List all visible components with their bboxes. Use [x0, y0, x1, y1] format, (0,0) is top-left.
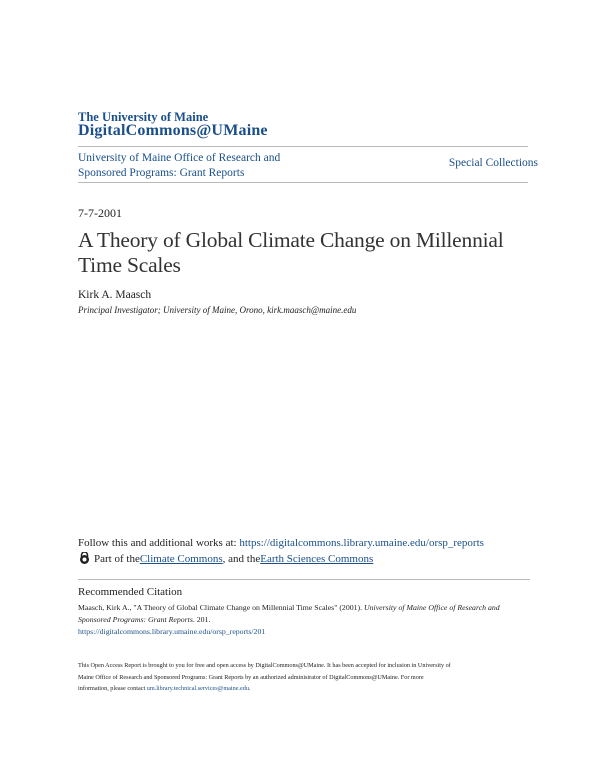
earth-sciences-commons-link[interactable]: Earth Sciences Commons [260, 552, 374, 565]
publication-date: 7-7-2001 [78, 206, 122, 220]
header-rule-top [78, 146, 528, 147]
citation-source-line2: Sponsored Programs: Grant Reports [78, 615, 193, 624]
citation-url-link[interactable]: https://digitalcommons.library.umaine.edu/orsp_reports/201 [78, 627, 266, 636]
parent-collection-line1: University of Maine Office of Research and [78, 152, 281, 164]
citation-rule [78, 579, 530, 580]
university-name: The University of Maine [78, 110, 209, 124]
follow-line [78, 537, 484, 549]
parent-collection-line2: Sponsored Programs: Grant Reports [78, 167, 245, 179]
part-of-separator: , and the [222, 552, 261, 565]
contact-email-link[interactable]: um.library.technical.services@maine.edu [146, 685, 249, 692]
title-line2: Time Scales [78, 253, 181, 277]
special-collections-link[interactable]: Special Collections [448, 157, 538, 169]
part-of-line [78, 552, 373, 565]
follow-prefix: Follow this and additional works at: [78, 537, 240, 549]
open-access-icon [78, 552, 91, 565]
citation-body [78, 602, 528, 638]
footer-line3-prefix: information, please contact [78, 685, 147, 692]
header-rule-bottom [78, 182, 528, 183]
footer-line2: Maine Office of Research and Sponsored Programs: Grant Reports by an authorized administrator of DigitalCommons@UMaine. For more [78, 673, 424, 681]
climate-commons-link[interactable]: Climate Commons [139, 552, 223, 565]
citation-text: Maasch, Kirk A., "A Theory of Global Climate Change on Millennial Time Scales" (2001). [78, 603, 365, 612]
footer-line1: This Open Access Report is brought to you for free and open access by DigitalCommons@UMaine. It has been accepted for inclusion in University of [78, 662, 451, 669]
author-name: Kirk A. Maasch [78, 289, 152, 301]
citation-source-line1: University of Maine Office of Research and [364, 603, 500, 612]
footer-line3 [78, 683, 530, 695]
citation-line1 [78, 602, 528, 614]
document-title [78, 228, 504, 278]
author-affiliation: Principal Investigator; University of Maine, Orono, kirk.maasch@maine.edu [78, 305, 357, 315]
citation-line2 [78, 614, 528, 626]
follow-url-link[interactable]: https://digitalcommons.library.umaine.edu/orsp_reports [239, 537, 484, 549]
repository-name[interactable]: DigitalCommons@UMaine [78, 122, 268, 139]
citation-suffix: . 201. [192, 615, 211, 624]
footer-notice [78, 660, 530, 695]
citation-heading: Recommended Citation [78, 586, 183, 598]
title-line1: A Theory of Global Climate Change on Millennial [78, 228, 504, 252]
parent-collection-link[interactable] [78, 151, 318, 181]
part-of-prefix: Part of the [94, 552, 140, 565]
footer-line3-suffix: . [248, 685, 251, 692]
